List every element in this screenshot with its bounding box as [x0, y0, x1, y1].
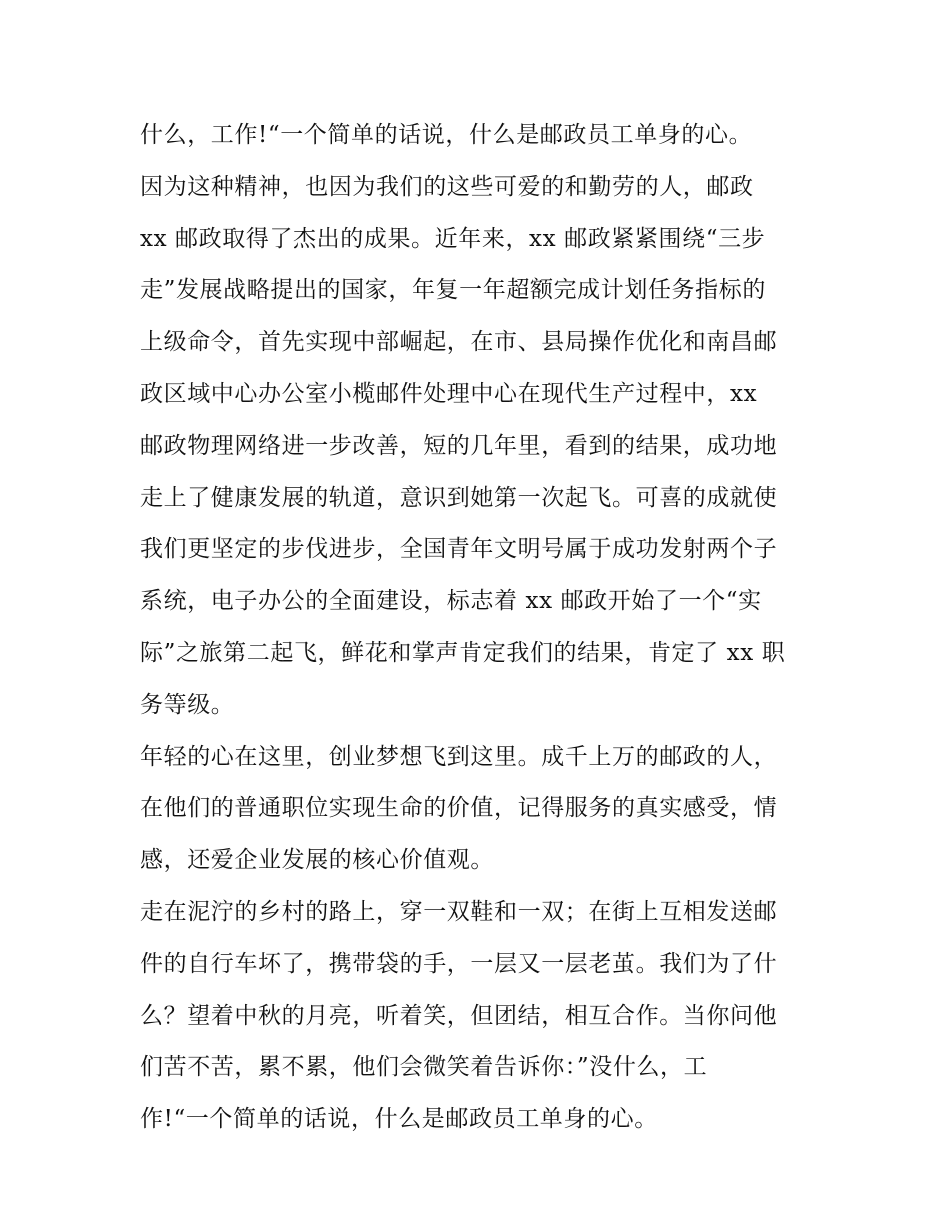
text-line-20: 作!“一个简单的话说，什么是邮政员工单身的心。 [140, 1106, 658, 1133]
text-line-6: 政区域中心办公室小榄邮件处理中心在现代生产过程中，xx [140, 380, 758, 407]
text-line-1: 什么，工作!“一个简单的话说，什么是邮政员工单身的心。 [140, 122, 753, 148]
body-text [140, 110, 840, 1146]
text-line-5: 上级命令，首先实现中部崛起，在市、县局操作优化和南昌邮 [140, 329, 778, 356]
text-line-11: 际”之旅第二起飞，鲜花和掌声肯定我们的结果，肯定了 xx 职 [140, 639, 786, 666]
text-line-13: 年轻的心在这里，创业梦想飞到这里。成千上万的邮政的人， [140, 743, 778, 770]
text-line-18: 么？望着中秋的月亮，听着笑，但团结，相互合作。当你问他 [140, 1002, 778, 1029]
text-line-2: 因为这种精神，也因为我们的这些可爱的和勤劳的人，邮政 [140, 173, 754, 200]
text-line-3: xx 邮政取得了杰出的成果。近年来，xx 邮政紧紧围绕“三步 [140, 225, 766, 252]
text-line-7: 邮政物理网络进一步改善，短的几年里，看到的结果，成功地 [140, 432, 778, 459]
text-line-8: 走上了健康发展的轨道，意识到她第一次起飞。可喜的成就使 [140, 484, 778, 511]
text-line-12: 务等级。 [140, 691, 235, 718]
text-line-16: 走在泥泞的乡村的路上，穿一双鞋和一双；在街上互相发送邮 [140, 898, 778, 925]
text-line-9: 我们更坚定的步伐进步，全国青年文明号属于成功发射两个子 [140, 536, 778, 563]
text-line-10: 系统，电子办公的全面建设，标志着 xx 邮政开始了一个“实 [140, 588, 762, 615]
text-line-4: 走”发展战略提出的国家，年复一年超额完成计划任务指标的 [140, 277, 766, 304]
text-line-14: 在他们的普通职位实现生命的价值，记得服务的真实感受，情 [140, 795, 778, 822]
text-line-19: 们苦不苦，累不累，他们会微笑着告诉你：”没什么，工 [140, 1054, 708, 1081]
text-line-15: 感，还爱企业发展的核心价值观。 [140, 847, 494, 874]
text-line-17: 件的自行车坏了，携带袋的手，一层又一层老茧。我们为了什 [140, 950, 778, 977]
